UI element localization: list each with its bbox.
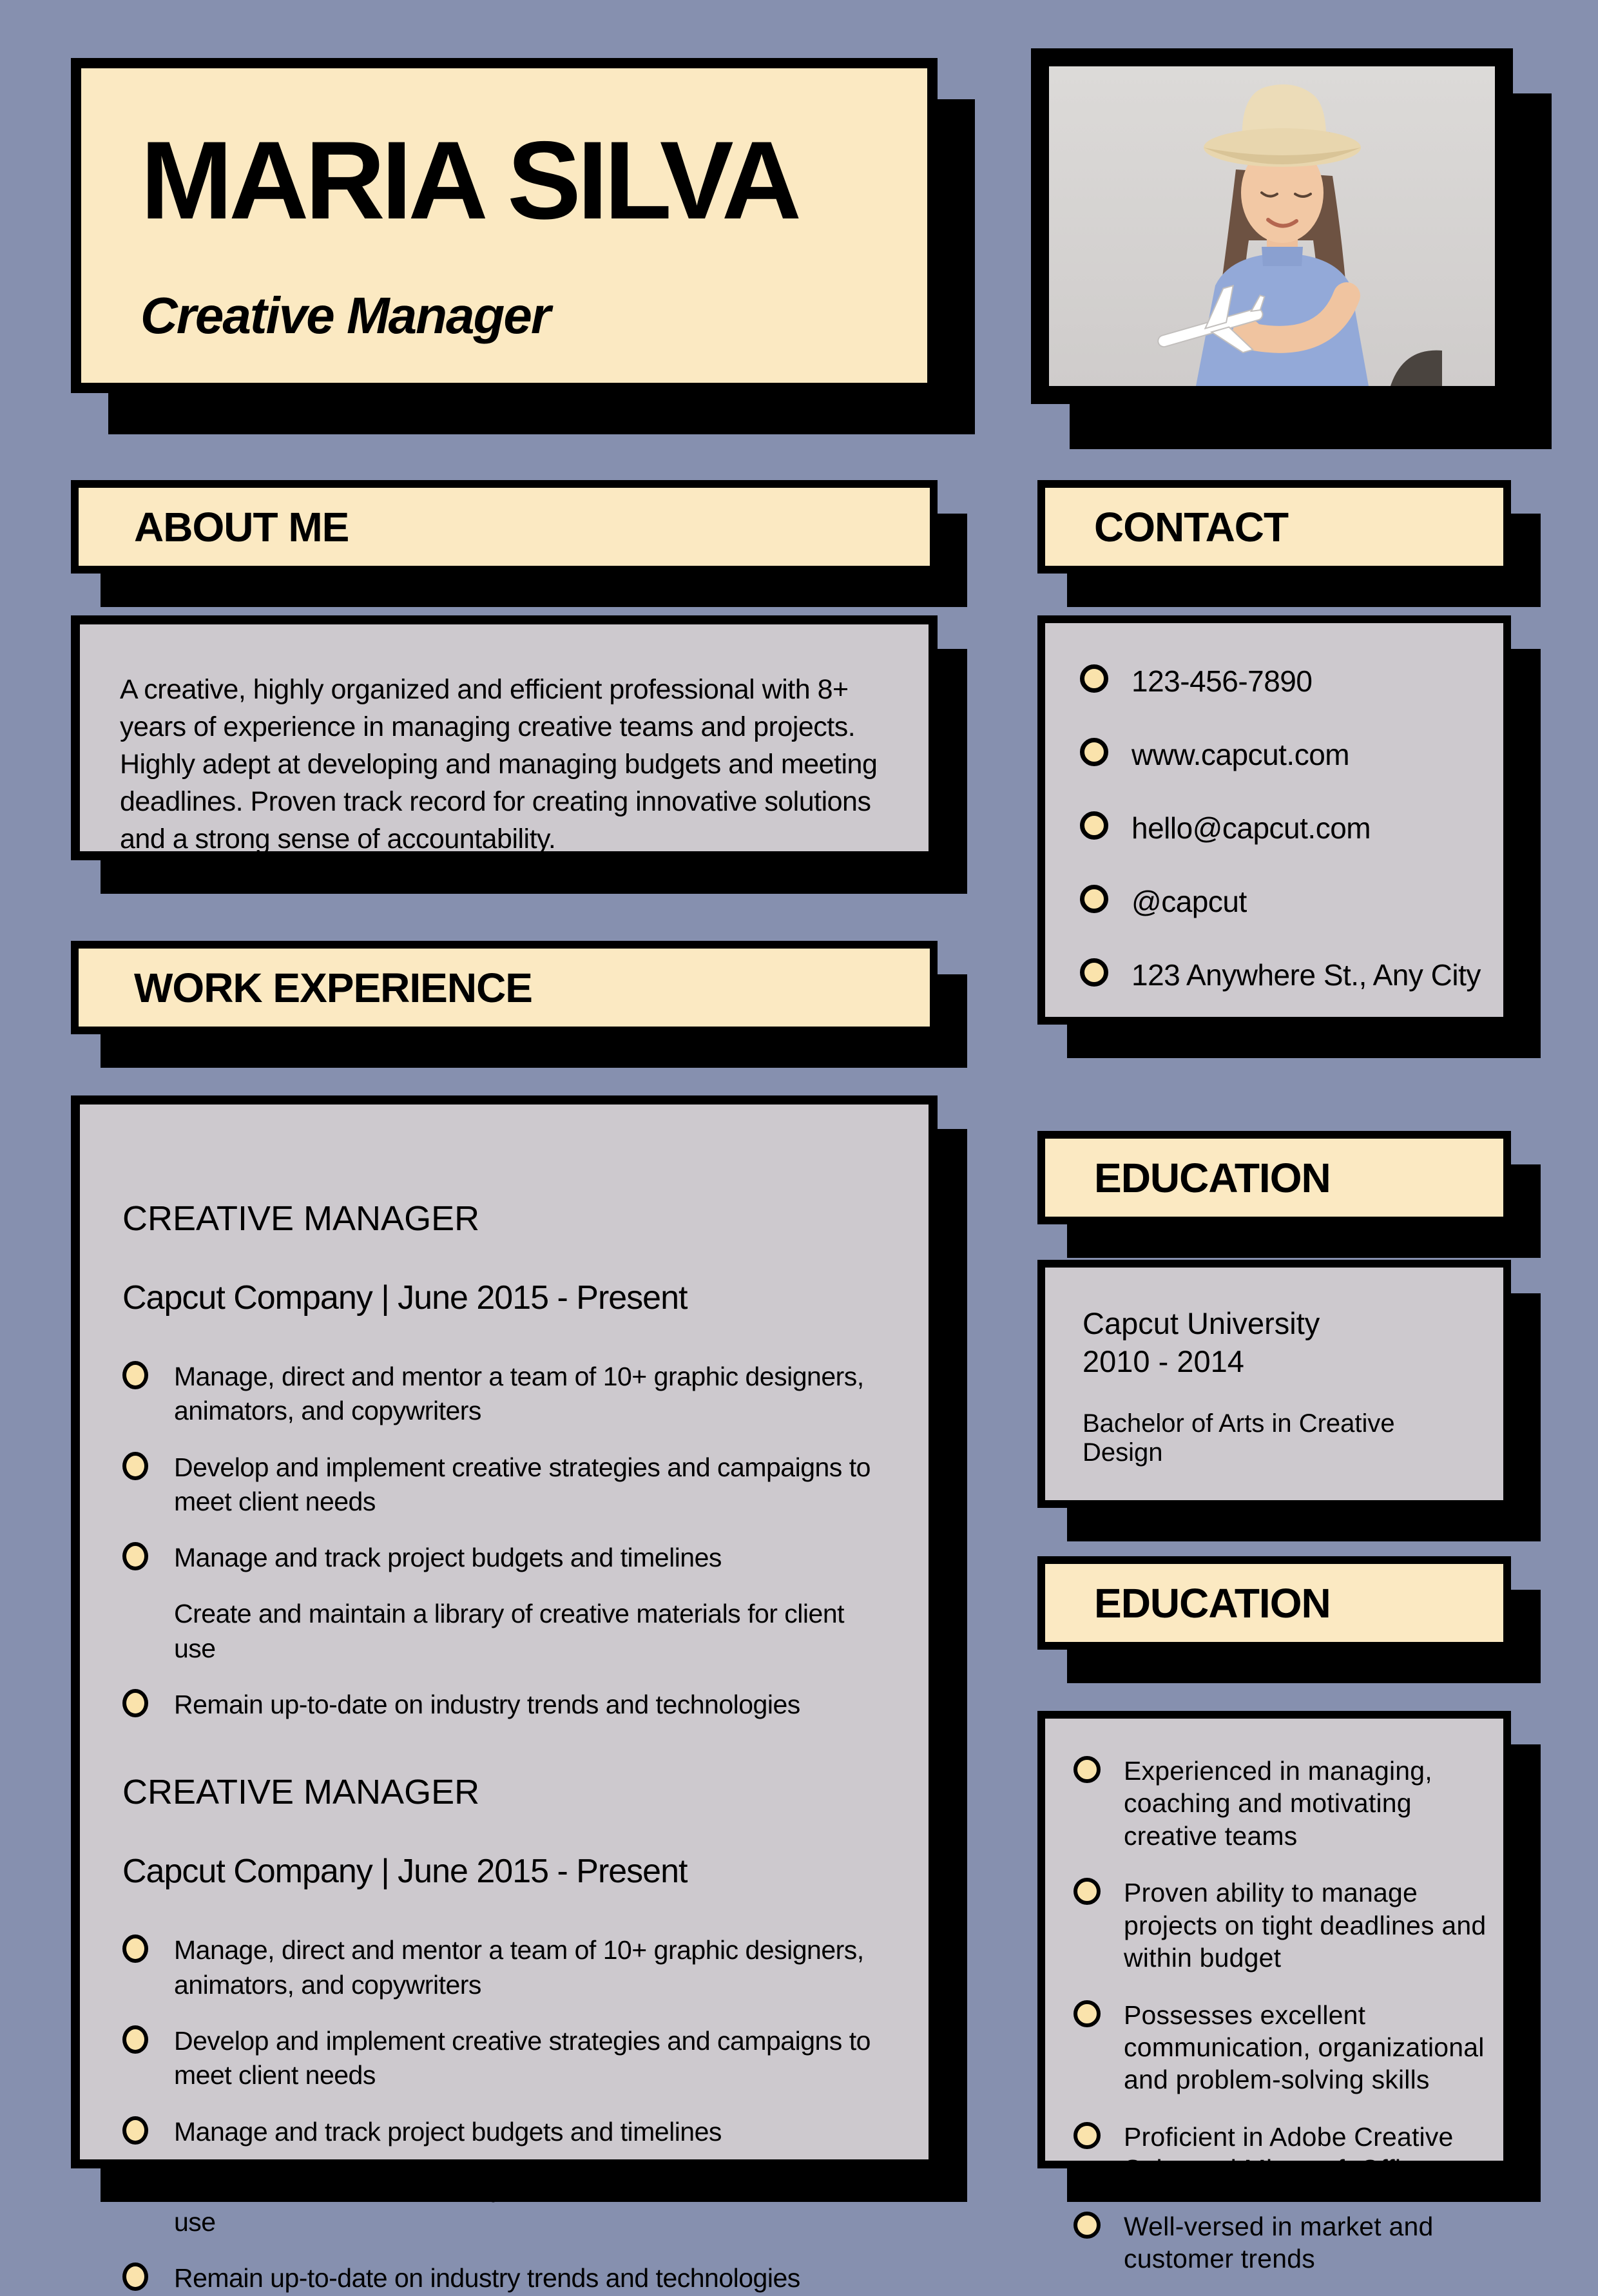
bullet-circle-icon — [122, 1542, 148, 1570]
job-entry — [122, 1772, 883, 2295]
bullet-circle-icon — [122, 2025, 148, 2054]
name-card — [71, 58, 938, 393]
bullet-circle-icon — [1073, 2000, 1101, 2027]
job-title: CREATIVE MANAGER — [122, 1199, 480, 1238]
skill-item-text: Proven ability to manage projects on tight deadlines and within budget — [1124, 1878, 1487, 1973]
bullet-circle-icon — [1073, 1878, 1101, 1905]
job-bullet — [122, 1451, 883, 1519]
job-bullet — [122, 1360, 883, 1429]
skill-item — [1073, 2121, 1487, 2186]
job-bullet — [122, 2171, 883, 2240]
job-bullet-text: Manage and track project budgets and timelines — [174, 2116, 722, 2146]
contact-item — [1080, 737, 1484, 773]
education-panel — [1037, 1260, 1511, 1508]
job-bullet-text: Develop and implement creative strategies and campaigns to meet client needs — [174, 1452, 871, 1516]
profile-photo — [1031, 48, 1513, 404]
job-bullet — [122, 1597, 883, 1666]
contact-item-text: @capcut — [1131, 885, 1247, 919]
job-bullet — [122, 2115, 883, 2149]
job-bullet-text: Create and maintain a library of creative materials for client use — [174, 2172, 845, 2237]
job-bullet-text: Remain up-to-date on industry trends and technologies — [174, 2263, 800, 2293]
work-section-header — [71, 941, 938, 1034]
bullet-circle-icon — [122, 1934, 148, 1963]
contact-heading: CONTACT — [1094, 503, 1289, 550]
bullet-circle-icon — [122, 1361, 148, 1389]
profile-photo-illustration — [1049, 66, 1495, 386]
job-bullet-text: Manage, direct and mentor a team of 10+ graphic designers, animators, and copywriters — [174, 1362, 864, 1426]
bullet-circle-icon — [1080, 811, 1108, 840]
skill-item-text: Possesses excellent communication, organizational and problem-solving skills — [1124, 2000, 1485, 2095]
contact-panel — [1037, 615, 1511, 1025]
bullet-circle-icon — [1080, 738, 1108, 766]
skills-panel — [1037, 1711, 1511, 2274]
job-bullet — [122, 2261, 883, 2295]
job-title: CREATIVE MANAGER — [122, 1773, 480, 1812]
job-bullet-text: Manage, direct and mentor a team of 10+ graphic designers, animators, and copywriters — [174, 1935, 864, 2000]
job-bullet-list — [122, 1360, 883, 1722]
education-degree: Bachelor of Arts in Creative Design — [1083, 1409, 1395, 1467]
person-job-title: Creative Manager — [140, 287, 550, 344]
skill-item-text: Well-versed in market and customer trends — [1124, 2211, 1434, 2274]
job-bullet — [122, 1933, 883, 2002]
education-section-header — [1037, 1131, 1511, 1224]
job-bullet-list — [122, 1933, 883, 2295]
education-heading: EDUCATION — [1094, 1154, 1331, 1201]
contact-item-text: hello@capcut.com — [1131, 811, 1371, 845]
job-bullet-text: Develop and implement creative strategies and campaigns to meet client needs — [174, 2025, 871, 2090]
contact-item-text: www.capcut.com — [1131, 738, 1350, 772]
job-entry — [122, 1199, 883, 1722]
bullet-circle-icon — [122, 2116, 148, 2145]
contact-item — [1080, 883, 1484, 920]
work-heading: WORK EXPERIENCE — [134, 964, 532, 1011]
skill-item — [1073, 2210, 1487, 2275]
job-bullet-text: Remain up-to-date on industry trends and technologies — [174, 1690, 800, 1720]
job-bullet — [122, 1541, 883, 1575]
skill-item — [1073, 1755, 1487, 1852]
skill-item-text: Proficient in Adobe Creative Suite and Microsoft Office — [1124, 2121, 1454, 2185]
education-school: Capcut University — [1083, 1306, 1320, 1340]
contact-item — [1080, 810, 1484, 846]
skills-section-header — [1037, 1556, 1511, 1650]
skill-item — [1073, 1876, 1487, 1974]
about-section-header — [71, 480, 938, 574]
job-company-dates: Capcut Company | June 2015 - Present — [122, 1853, 688, 1891]
job-bullet-text: Create and maintain a library of creative materials for client use — [174, 1599, 845, 1663]
contact-item — [1080, 663, 1484, 699]
skill-item-text: Experienced in managing, coaching and motivating creative teams — [1124, 1756, 1432, 1851]
contact-section-header — [1037, 480, 1511, 574]
bullet-circle-icon — [1080, 885, 1108, 913]
work-experience-panel — [71, 1095, 938, 2293]
job-bullet — [122, 2024, 883, 2093]
bullet-circle-icon — [1073, 2212, 1101, 2239]
bullet-circle-icon — [122, 1452, 148, 1480]
skills-heading: EDUCATION — [1094, 1579, 1331, 1626]
job-company-dates: Capcut Company | June 2015 - Present — [122, 1279, 688, 1317]
contact-item-text: 123-456-7890 — [1131, 664, 1313, 698]
person-name: MARIA SILVA — [140, 119, 798, 242]
skills-list — [1073, 1755, 1487, 2275]
collar-shape — [1262, 247, 1303, 266]
bullet-circle-icon — [1080, 664, 1108, 693]
skill-item — [1073, 1999, 1487, 2096]
bullet-circle-icon — [1073, 1756, 1101, 1783]
about-heading: ABOUT ME — [134, 503, 349, 550]
job-bullet-text: Manage and track project budgets and timelines — [174, 1543, 722, 1573]
education-years: 2010 - 2014 — [1083, 1344, 1244, 1378]
bullet-circle-icon — [122, 2262, 148, 2291]
about-panel — [71, 615, 938, 860]
contact-list — [1080, 663, 1484, 994]
contact-item — [1080, 957, 1484, 993]
bullet-circle-icon — [1073, 2122, 1101, 2149]
job-bullet — [122, 1688, 883, 1722]
bullet-circle-icon — [122, 1689, 148, 1717]
about-text: A creative, highly organized and efficient professional with 8+ years of experience in managing creative teams and projects. Highly adept at developing and managing budgets and meeting deadlines. Proven track record for creating innovative solutions and a strong sense of accountability. — [120, 674, 878, 855]
contact-item-text: 123 Anywhere St., Any City — [1131, 958, 1481, 992]
bullet-circle-icon — [1080, 958, 1108, 987]
